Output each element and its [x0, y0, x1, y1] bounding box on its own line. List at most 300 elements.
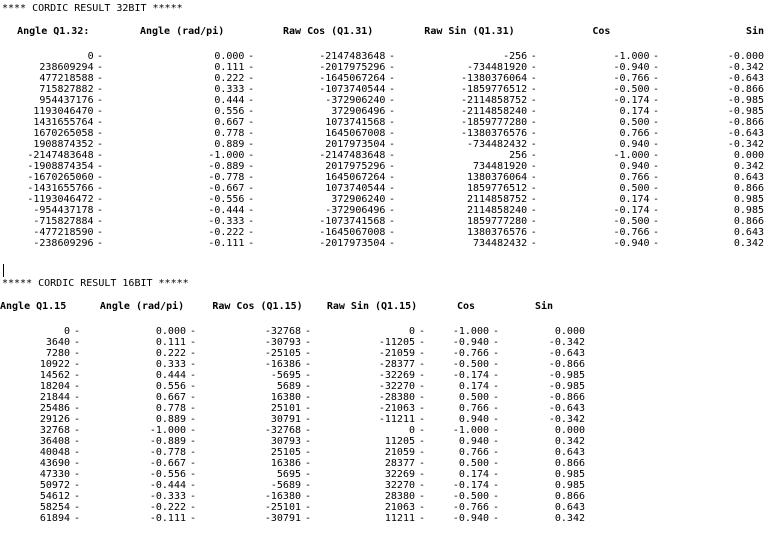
- table-row: [0, 491, 585, 502]
- cell-angle-rad-pi: -0.222: [208, 227, 245, 238]
- cell-raw-cos: -25105: [264, 348, 301, 359]
- cell-raw-sin: 734482432: [472, 238, 528, 249]
- table-header-row: [0, 300, 585, 314]
- cell-sin: 0.342: [733, 161, 764, 172]
- cell-raw-cos: 5689: [276, 381, 301, 392]
- cell-angle-q: 18204: [39, 381, 70, 392]
- column-separator: -: [189, 458, 197, 469]
- column-separator: -: [189, 491, 197, 502]
- column-separator: -: [652, 172, 660, 183]
- column-separator: -: [492, 425, 500, 436]
- cell-raw-cos: -2017975296: [319, 62, 386, 73]
- cell-cos: -0.174: [613, 205, 650, 216]
- cell-sin: 0.985: [733, 205, 764, 216]
- cell-cos: -0.174: [613, 95, 650, 106]
- column-separator: -: [418, 502, 426, 513]
- column-separator: -: [389, 183, 396, 194]
- column-header-sin: Sin: [745, 26, 764, 37]
- table-row: [0, 480, 585, 491]
- column-separator: -: [304, 491, 312, 502]
- column-separator: -: [189, 370, 197, 381]
- column-separator: -: [73, 359, 81, 370]
- cell-cos: -0.766: [452, 502, 489, 513]
- column-separator: -: [189, 337, 197, 348]
- cell-cos: -0.766: [613, 227, 650, 238]
- table-row: [0, 502, 585, 513]
- cell-angle-q: 32768: [39, 425, 70, 436]
- cell-raw-sin: -32269: [378, 370, 415, 381]
- column-separator: -: [389, 172, 396, 183]
- cell-angle-q: -1908874354: [27, 161, 94, 172]
- column-separator: -: [418, 513, 426, 524]
- table-row: [0, 51, 764, 62]
- cell-sin: -0.643: [548, 403, 585, 414]
- cell-raw-cos: 372906240: [331, 194, 386, 205]
- column-separator: -: [189, 447, 197, 458]
- column-separator: -: [304, 414, 312, 425]
- cell-raw-sin: 32269: [384, 469, 415, 480]
- table-row: [0, 359, 585, 370]
- cell-raw-cos: 16386: [270, 458, 301, 469]
- cell-angle-rad-pi: -0.111: [208, 238, 245, 249]
- cell-angle-rad-pi: -0.111: [149, 513, 186, 524]
- column-separator: -: [304, 436, 312, 447]
- cell-sin: -0.643: [727, 128, 764, 139]
- column-separator: -: [97, 216, 104, 227]
- cell-cos: -0.940: [452, 337, 489, 348]
- column-separator: -: [73, 491, 81, 502]
- cell-angle-q: 14562: [39, 370, 70, 381]
- column-separator: -: [418, 425, 426, 436]
- column-separator: -: [492, 436, 500, 447]
- cell-raw-sin: 11211: [384, 513, 415, 524]
- column-separator: -: [389, 238, 396, 249]
- column-separator: -: [304, 348, 312, 359]
- cell-angle-q: 715827882: [39, 84, 94, 95]
- cell-raw-cos: -1645067008: [319, 227, 386, 238]
- cell-angle-q: 1431655764: [33, 117, 94, 128]
- column-separator: -: [652, 106, 660, 117]
- cell-sin: 0.342: [554, 513, 585, 524]
- column-separator: -: [97, 183, 104, 194]
- cell-angle-q: 36408: [39, 436, 70, 447]
- column-separator: -: [530, 216, 537, 227]
- column-separator: -: [389, 194, 396, 205]
- cell-sin: -0.000: [727, 51, 764, 62]
- column-separator: -: [97, 51, 104, 62]
- column-separator: -: [652, 161, 660, 172]
- table-row: [0, 150, 764, 161]
- column-separator: -: [389, 73, 396, 84]
- column-separator: -: [248, 95, 255, 106]
- column-separator: -: [389, 84, 396, 95]
- cell-raw-sin: 28380: [384, 491, 415, 502]
- column-separator: -: [189, 513, 197, 524]
- column-separator: -: [73, 381, 81, 392]
- cell-raw-sin: 2114858752: [466, 194, 528, 205]
- cell-raw-cos: 1645067008: [325, 128, 386, 139]
- cell-sin: -0.985: [727, 106, 764, 117]
- column-header-raw-sin: Raw Sin (Q1.15): [326, 301, 418, 312]
- column-separator: -: [492, 469, 500, 480]
- cell-angle-q: 1908874352: [33, 139, 94, 150]
- column-separator: -: [97, 128, 104, 139]
- cell-raw-cos: 1073740544: [325, 183, 386, 194]
- cell-sin: 0.000: [554, 326, 585, 337]
- cell-angle-rad-pi: -0.778: [149, 447, 186, 458]
- column-separator: -: [492, 447, 500, 458]
- column-separator: -: [97, 238, 104, 249]
- cell-angle-q: -1670265060: [27, 172, 94, 183]
- cell-sin: 0.866: [554, 458, 585, 469]
- column-separator: -: [189, 381, 197, 392]
- cell-cos: -0.940: [452, 513, 489, 524]
- cell-cos: -0.500: [613, 216, 650, 227]
- cell-sin: -0.643: [727, 73, 764, 84]
- cell-sin: 0.000: [733, 150, 764, 161]
- table-row: [0, 106, 764, 117]
- column-separator: -: [304, 326, 312, 337]
- cell-cos: 0.174: [458, 469, 489, 480]
- cell-angle-rad-pi: 0.000: [214, 51, 245, 62]
- column-separator: -: [304, 381, 312, 392]
- column-separator: -: [73, 458, 81, 469]
- cell-angle-q: -1193046472: [27, 194, 94, 205]
- cell-angle-rad-pi: -0.667: [149, 458, 186, 469]
- cell-cos: -0.174: [452, 370, 489, 381]
- cell-sin: -0.866: [727, 84, 764, 95]
- column-separator: -: [73, 502, 81, 513]
- cell-cos: 0.766: [619, 172, 650, 183]
- column-separator: -: [304, 458, 312, 469]
- cell-raw-sin: -2114858752: [460, 95, 528, 106]
- column-separator: -: [189, 502, 197, 513]
- table-row: [0, 161, 764, 172]
- cell-angle-q: -2147483648: [27, 150, 94, 161]
- column-separator: -: [248, 183, 255, 194]
- column-separator: -: [652, 227, 660, 238]
- column-header-raw-sin: Raw Sin (Q1.31): [424, 26, 515, 37]
- column-separator: -: [304, 392, 312, 403]
- cell-angle-rad-pi: -0.333: [149, 491, 186, 502]
- cell-angle-q: 43690: [39, 458, 70, 469]
- column-separator: -: [530, 194, 537, 205]
- table-row: [0, 227, 764, 238]
- column-separator: -: [248, 62, 255, 73]
- cell-raw-sin: -1859777280: [460, 117, 528, 128]
- cell-raw-cos: -372906240: [325, 95, 386, 106]
- cell-raw-cos: -2017973504: [319, 238, 386, 249]
- cell-raw-cos: 30791: [270, 414, 301, 425]
- column-separator: -: [97, 194, 104, 205]
- column-separator: -: [73, 480, 81, 491]
- cell-angle-q: 0: [87, 51, 94, 62]
- table-row: [0, 216, 764, 227]
- column-separator: -: [389, 205, 396, 216]
- cell-raw-sin: -1380376064: [460, 73, 528, 84]
- cell-raw-sin: 1859777280: [466, 216, 528, 227]
- column-separator: -: [304, 447, 312, 458]
- cell-sin: 0.866: [733, 183, 764, 194]
- column-separator: -: [530, 62, 537, 73]
- table-row: [0, 62, 764, 73]
- column-separator: -: [492, 491, 500, 502]
- column-separator: -: [97, 84, 104, 95]
- column-separator: -: [97, 161, 104, 172]
- column-separator: -: [530, 139, 537, 150]
- table-row: [0, 128, 764, 139]
- column-separator: -: [530, 128, 537, 139]
- column-header-angle-rad-pi: Angle (rad/pi): [99, 301, 185, 312]
- cell-cos: 0.766: [619, 128, 650, 139]
- column-separator: -: [189, 348, 197, 359]
- column-separator: -: [418, 414, 426, 425]
- column-separator: -: [97, 62, 104, 73]
- cell-raw-cos: -5695: [270, 370, 301, 381]
- column-separator: -: [418, 469, 426, 480]
- table-row: [0, 84, 764, 95]
- column-separator: -: [492, 458, 500, 469]
- cell-angle-q: 25486: [39, 403, 70, 414]
- column-separator: -: [418, 436, 426, 447]
- cell-angle-q: -477218590: [33, 227, 94, 238]
- column-separator: -: [189, 480, 197, 491]
- column-separator: -: [492, 326, 500, 337]
- cell-angle-q: 58254: [39, 502, 70, 513]
- cell-sin: 0.643: [733, 172, 764, 183]
- cell-raw-cos: -1073741568: [319, 216, 386, 227]
- column-separator: -: [418, 447, 426, 458]
- column-separator: -: [418, 381, 426, 392]
- cell-angle-rad-pi: -0.222: [149, 502, 186, 513]
- column-separator: -: [304, 469, 312, 480]
- column-separator: -: [652, 73, 660, 84]
- cell-angle-q: 50972: [39, 480, 70, 491]
- cell-raw-sin: -32270: [378, 381, 415, 392]
- column-separator: -: [73, 326, 81, 337]
- cell-sin: -0.985: [548, 381, 585, 392]
- cell-angle-q: 0: [63, 326, 70, 337]
- cell-sin: 0.866: [733, 216, 764, 227]
- cell-angle-q: -1431655766: [27, 183, 94, 194]
- cell-angle-rad-pi: 0.111: [155, 337, 186, 348]
- cell-raw-sin: -28377: [378, 359, 415, 370]
- column-separator: -: [248, 150, 255, 161]
- column-separator: -: [97, 205, 104, 216]
- cell-cos: 0.940: [619, 161, 650, 172]
- column-separator: -: [652, 216, 660, 227]
- column-separator: -: [418, 458, 426, 469]
- column-separator: -: [73, 348, 81, 359]
- table-header-row: [0, 25, 764, 39]
- cell-angle-q: 3640: [45, 337, 70, 348]
- table-row: [0, 194, 764, 205]
- cell-cos: 0.174: [458, 381, 489, 392]
- cell-cos: -0.174: [452, 480, 489, 491]
- column-separator: -: [248, 205, 255, 216]
- table-row: [0, 370, 585, 381]
- cell-angle-q: 7280: [45, 348, 70, 359]
- column-separator: -: [530, 95, 537, 106]
- cell-raw-sin: 0: [408, 425, 415, 436]
- column-separator: -: [97, 139, 104, 150]
- column-separator: -: [248, 216, 255, 227]
- cell-raw-cos: 372906496: [331, 106, 386, 117]
- column-separator: -: [304, 359, 312, 370]
- cell-sin: -0.985: [727, 95, 764, 106]
- table-row: [0, 172, 764, 183]
- cell-angle-q: 61894: [39, 513, 70, 524]
- column-separator: -: [389, 139, 396, 150]
- column-separator: -: [652, 117, 660, 128]
- column-separator: -: [248, 161, 255, 172]
- text-cursor: [3, 264, 4, 277]
- column-header-angle-q: Angle Q1.32:: [17, 26, 90, 37]
- column-separator: -: [652, 128, 660, 139]
- column-separator: -: [97, 172, 104, 183]
- cell-angle-rad-pi: 0.333: [214, 84, 245, 95]
- cordic-16bit-table: [0, 300, 585, 524]
- table-row: [0, 73, 764, 84]
- cell-cos: -0.500: [452, 359, 489, 370]
- column-separator: -: [97, 73, 104, 84]
- cell-raw-sin: 1380376064: [466, 172, 528, 183]
- column-separator: -: [530, 73, 537, 84]
- cell-cos: -1.000: [452, 425, 489, 436]
- column-separator: -: [389, 62, 396, 73]
- cell-sin: 0.643: [554, 502, 585, 513]
- cell-raw-cos: -1073740544: [319, 84, 386, 95]
- column-separator: -: [73, 447, 81, 458]
- cell-raw-sin: -256: [503, 51, 528, 62]
- column-separator: -: [492, 480, 500, 491]
- cell-raw-cos: -372906496: [325, 205, 386, 216]
- cell-raw-cos: 1645067264: [325, 172, 386, 183]
- column-separator: -: [389, 106, 396, 117]
- column-separator: -: [248, 139, 255, 150]
- cell-raw-sin: 11205: [384, 436, 415, 447]
- column-separator: -: [73, 414, 81, 425]
- column-separator: -: [492, 370, 500, 381]
- cell-cos: -1.000: [452, 326, 489, 337]
- column-separator: -: [530, 227, 537, 238]
- cell-raw-sin: -1859776512: [460, 84, 528, 95]
- cell-raw-sin: 21059: [384, 447, 415, 458]
- column-header-cos: Cos: [592, 26, 611, 37]
- column-separator: -: [418, 392, 426, 403]
- column-separator: -: [248, 106, 255, 117]
- cell-angle-q: 29126: [39, 414, 70, 425]
- cell-sin: 0.643: [554, 447, 585, 458]
- column-separator: -: [189, 425, 197, 436]
- column-separator: -: [389, 227, 396, 238]
- cell-angle-rad-pi: 0.667: [214, 117, 245, 128]
- column-separator: -: [304, 370, 312, 381]
- column-separator: -: [73, 403, 81, 414]
- cell-raw-sin: 28377: [384, 458, 415, 469]
- column-separator: -: [189, 359, 197, 370]
- table-row: [0, 337, 585, 348]
- cell-raw-cos: -32768: [264, 425, 301, 436]
- column-separator: -: [97, 227, 104, 238]
- column-separator: -: [389, 95, 396, 106]
- column-separator: -: [73, 436, 81, 447]
- column-separator: -: [652, 205, 660, 216]
- column-header-cos: Cos: [456, 301, 476, 312]
- column-separator: -: [73, 392, 81, 403]
- column-separator: -: [97, 117, 104, 128]
- cell-angle-q: 47330: [39, 469, 70, 480]
- cell-raw-cos: 30793: [270, 436, 301, 447]
- cell-raw-cos: 2017973504: [325, 139, 386, 150]
- cell-sin: 0.342: [733, 238, 764, 249]
- table-row: [0, 403, 585, 414]
- cell-sin: 0.643: [733, 227, 764, 238]
- cell-angle-q: 954437176: [39, 95, 94, 106]
- cell-angle-rad-pi: -0.889: [149, 436, 186, 447]
- column-separator: -: [248, 194, 255, 205]
- cell-raw-cos: -30793: [264, 337, 301, 348]
- column-separator: -: [304, 425, 312, 436]
- cell-cos: -0.940: [613, 62, 650, 73]
- column-separator: -: [304, 403, 312, 414]
- column-header-raw-cos: Raw Cos (Q1.15): [212, 301, 303, 312]
- cell-cos: 0.940: [458, 414, 489, 425]
- cell-angle-rad-pi: 0.667: [155, 392, 186, 403]
- table-row: [0, 326, 585, 337]
- column-separator: -: [492, 348, 500, 359]
- column-separator: -: [652, 51, 660, 62]
- cell-angle-q: 10922: [39, 359, 70, 370]
- cell-cos: 0.500: [458, 392, 489, 403]
- cell-angle-rad-pi: -0.444: [149, 480, 186, 491]
- cell-angle-rad-pi: 0.222: [155, 348, 186, 359]
- cell-raw-sin: -1380376576: [460, 128, 528, 139]
- cell-raw-sin: -28380: [378, 392, 415, 403]
- cell-raw-sin: 1859776512: [466, 183, 528, 194]
- cell-sin: -0.866: [548, 359, 585, 370]
- column-separator: -: [248, 84, 255, 95]
- column-separator: -: [418, 370, 426, 381]
- column-separator: -: [530, 51, 537, 62]
- cell-cos: -0.500: [613, 84, 650, 95]
- cell-raw-sin: -21063: [378, 403, 415, 414]
- column-separator: -: [248, 51, 255, 62]
- table-row: [0, 414, 585, 425]
- column-separator: -: [248, 227, 255, 238]
- cell-raw-cos: -16380: [264, 491, 301, 502]
- cell-angle-rad-pi: -0.889: [208, 161, 245, 172]
- cell-sin: -0.866: [727, 117, 764, 128]
- cell-sin: -0.342: [727, 62, 764, 73]
- column-separator: -: [492, 513, 500, 524]
- column-separator: -: [73, 469, 81, 480]
- column-separator: -: [418, 337, 426, 348]
- table-row: [0, 469, 585, 480]
- column-header-raw-cos: Raw Cos (Q1.31): [283, 26, 374, 37]
- cell-angle-rad-pi: -0.333: [208, 216, 245, 227]
- column-separator: -: [189, 326, 197, 337]
- cell-angle-rad-pi: 0.778: [214, 128, 245, 139]
- cell-sin: -0.342: [548, 337, 585, 348]
- column-separator: -: [304, 513, 312, 524]
- cell-angle-rad-pi: 0.111: [214, 62, 245, 73]
- cell-cos: 0.766: [458, 447, 489, 458]
- column-separator: -: [652, 183, 660, 194]
- cell-sin: 0.985: [554, 469, 585, 480]
- table-row: [0, 205, 764, 216]
- cell-cos: 0.174: [619, 106, 650, 117]
